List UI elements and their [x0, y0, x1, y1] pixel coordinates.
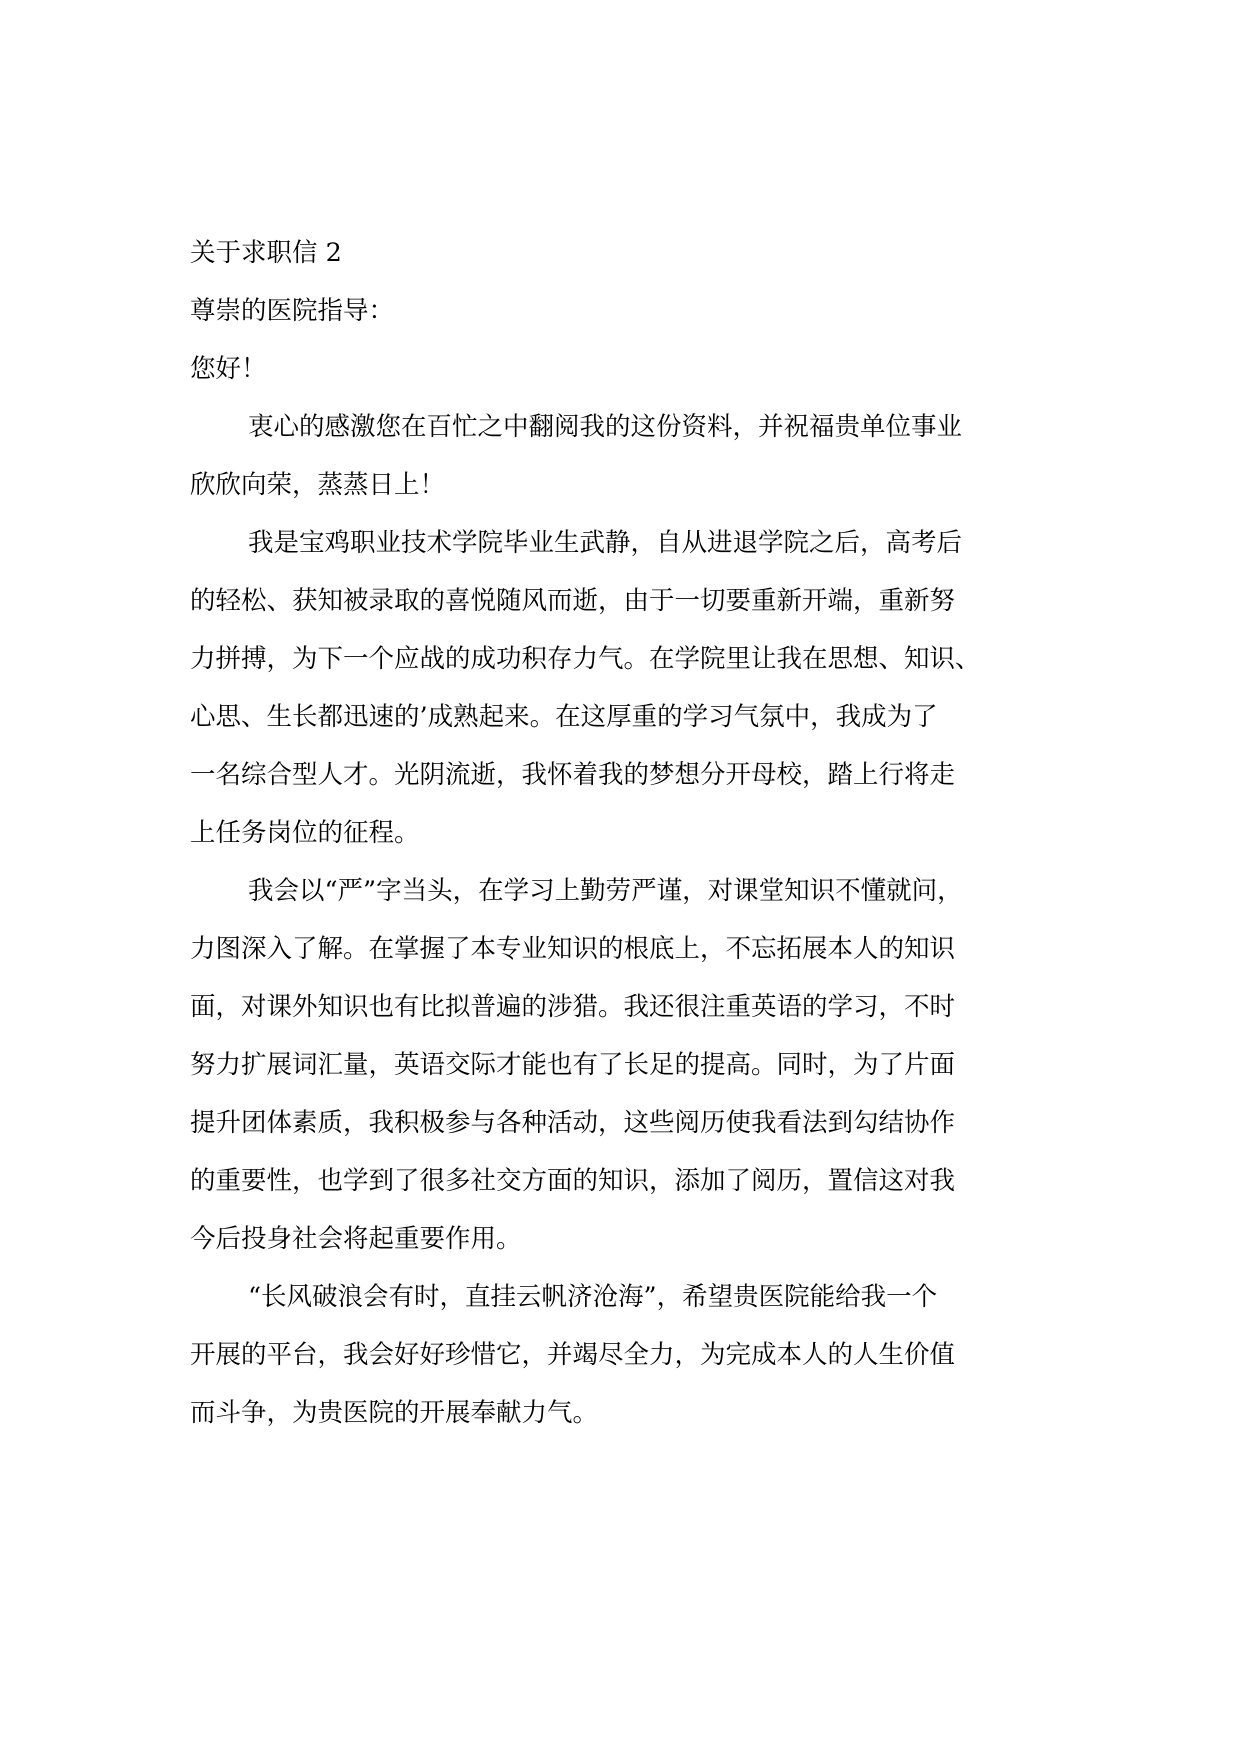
- paragraph-line: “长风破浪会有时，直挂云帆济沧海”，希望贵医院能给我一个: [248, 1282, 938, 1312]
- paragraph-line: 力拼搏，为下一个应战的成功积存力气。在学院里让我在思想、知识、: [190, 644, 981, 674]
- paragraph-line: 开展的平台，我会好好珍惜它，并竭尽全力，为完成本人的人生价值: [190, 1340, 956, 1370]
- paragraph-line: 而斗争，为贵医院的开展奉献力气。: [190, 1398, 599, 1428]
- paragraph-line: 我会以“严”字当头，在学习上勤劳严谨，对课堂知识不懂就问，: [248, 876, 963, 906]
- paragraph-line: 衷心的感激您在百忙之中翻阅我的这份资料，并祝福贵单位事业: [248, 412, 963, 442]
- paragraph-line: 我是宝鸡职业技术学院毕业生武静，自从进退学院之后，高考后: [248, 528, 963, 558]
- paragraph: [190, 398, 1052, 514]
- paragraph: [190, 1268, 1052, 1442]
- salutation: 尊崇的医院指导：: [190, 296, 395, 326]
- paragraph-line: 一名综合型人才。光阴流逝，我怀着我的梦想分开母校，踏上行将走: [190, 760, 956, 790]
- paragraph: [190, 514, 1052, 862]
- paragraph-line: 的重要性，也学到了很多社交方面的知识，添加了阅历，置信这对我: [190, 1166, 956, 1196]
- paragraph-line: 力图深入了解。在掌握了本专业知识的根底上，不忘拓展本人的知识: [190, 934, 956, 964]
- paragraph-line: 今后投身社会将起重要作用。: [190, 1224, 522, 1254]
- greeting: 您好！: [190, 354, 267, 384]
- paragraph: [190, 862, 1052, 1268]
- document-title: 关于求职信 2: [190, 238, 342, 268]
- paragraph-line: 的轻松、获知被录取的喜悦随风而逝，由于一切要重新开端，重新努: [190, 586, 956, 616]
- letter-body: [190, 224, 1052, 1442]
- paragraph-line: 面，对课外知识也有比拟普遍的涉猎。我还很注重英语的学习，不时: [190, 992, 956, 1022]
- paragraph-line: 提升团体素质，我积极参与各种活动，这些阅历使我看法到勾结协作: [190, 1108, 956, 1138]
- paragraph-line: 上任务岗位的征程。: [190, 818, 420, 848]
- paragraph-line: 心思、生长都迅速的’成熟起来。在这厚重的学习气氛中，我成为了: [190, 702, 938, 732]
- paragraph-line: 欣欣向荣，蒸蒸日上！: [190, 470, 446, 500]
- paragraph-line: 努力扩展词汇量，英语交际才能也有了长足的提高。同时，为了片面: [190, 1050, 956, 1080]
